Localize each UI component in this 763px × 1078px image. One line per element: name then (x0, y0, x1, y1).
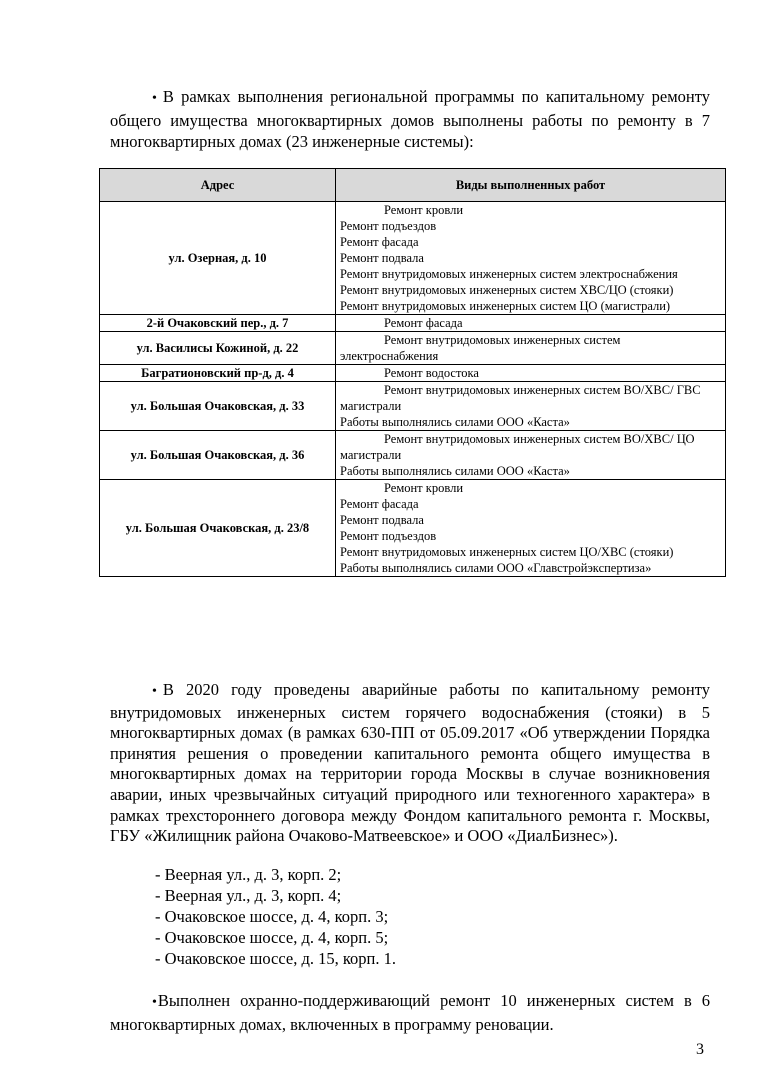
works-cell (336, 202, 726, 315)
work-item: Работы выполнялись силами ООО «Главстройэкспертиза» (340, 561, 652, 575)
address-cell: 2-й Очаковский пер., д. 7 (100, 315, 336, 332)
work-item: Ремонт подъездов (340, 529, 437, 543)
repair-works-table (99, 168, 726, 577)
table-row (100, 202, 726, 315)
work-item: Ремонт кровли (384, 481, 464, 495)
table-row (100, 382, 726, 431)
emergency-text: В 2020 году проведены аварийные работы по капитальному ремонту внутридомовых инженерных систем горячего водоснабжения (стояки) в 5 многоквартирных домах (в рамках 630-ПП от 05.09.2017 «Об утверждении Порядка принятия решения о проведении капитального ремонта общего имущества в многоквартирных домах на территории города Москвы в случае возникновения аварии, иных чрезвычайных ситуаций природного или техногенного характера» в рамках трехстороннего договора между Фондом капитального ремонта г. Москвы, ГБУ «Жилищник района Очаково-Матвеевское» и ООО «ДиалБизнес»). (110, 680, 710, 846)
table-row (100, 365, 726, 382)
work-item: Ремонт водостока (384, 366, 479, 380)
work-item: Ремонт внутридомовых инженерных систем ВО/ХВС/ ЦО магистрали (340, 432, 695, 462)
intro-text: В рамках выполнения региональной программы по капитальному ремонту общего имущества многоквартирных домов выполнены работы по ремонту в 7 многоквартирных домах (23 инженерные системы): (110, 87, 710, 151)
work-item: Ремонт внутридомовых инженерных систем ВО/ХВС/ ГВС магистрали (340, 383, 701, 413)
address-cell: ул. Большая Очаковская, д. 36 (100, 431, 336, 480)
work-item: Ремонт внутридомовых инженерных систем ЦО (магистрали) (340, 299, 671, 313)
works-cell (336, 382, 726, 431)
work-item: Ремонт фасада (384, 316, 463, 330)
column-header-address: Адрес (100, 169, 336, 202)
work-item: Ремонт фасада (340, 235, 419, 249)
table-header-row (100, 169, 726, 202)
list-item: - Очаковское шоссе, д. 4, корп. 3; (155, 907, 389, 926)
list-item: - Веерная ул., д. 3, корп. 2; (155, 865, 342, 884)
works-cell (336, 332, 726, 365)
work-item: Ремонт внутридомовых инженерных систем ХВС/ЦО (стояки) (340, 283, 674, 297)
work-item: Ремонт фасада (340, 497, 419, 511)
table-row (100, 332, 726, 365)
table-body (100, 202, 726, 577)
bullet-icon: • (152, 91, 157, 106)
works-cell (336, 480, 726, 577)
table-row (100, 315, 726, 332)
work-item: Ремонт подвала (340, 513, 424, 527)
list-item: - Веерная ул., д. 3, корп. 4; (155, 886, 342, 905)
emergency-address-list (155, 864, 396, 969)
emergency-paragraph (110, 680, 710, 847)
bullet-icon: • (152, 995, 157, 1010)
work-item: Ремонт подвала (340, 251, 424, 265)
works-cell (336, 431, 726, 480)
work-item: Ремонт подъездов (340, 219, 437, 233)
address-cell: ул. Озерная, д. 10 (100, 202, 336, 315)
address-cell: ул. Василисы Кожиной, д. 22 (100, 332, 336, 365)
address-cell: Багратионовский пр-д, д. 4 (100, 365, 336, 382)
work-item: Работы выполнялись силами ООО «Каста» (340, 464, 570, 478)
address-cell: ул. Большая Очаковская, д. 23/8 (100, 480, 336, 577)
work-item: Работы выполнялись силами ООО «Каста» (340, 415, 570, 429)
intro-paragraph (110, 86, 710, 153)
renovation-text: Выполнен охранно-поддерживающий ремонт 10 инженерных систем в 6 многоквартирных домах, включенных в программу реновации. (110, 991, 710, 1034)
column-header-works: Виды выполненных работ (336, 169, 726, 202)
list-item: - Очаковское шоссе, д. 4, корп. 5; (155, 928, 389, 947)
bullet-icon: • (152, 684, 157, 699)
work-item: Ремонт внутридомовых инженерных систем электроснабжения (340, 267, 678, 281)
table-row (100, 431, 726, 480)
work-item: Ремонт внутридомовых инженерных систем электроснабжения (340, 333, 621, 363)
page-number: 3 (696, 1041, 704, 1058)
work-item: Ремонт кровли (384, 203, 464, 217)
works-cell (336, 365, 726, 382)
work-item: Ремонт внутридомовых инженерных систем ЦО/ХВС (стояки) (340, 545, 674, 559)
works-cell (336, 315, 726, 332)
renovation-paragraph (110, 990, 710, 1035)
table-row (100, 480, 726, 577)
list-item: - Очаковское шоссе, д. 15, корп. 1. (155, 949, 396, 968)
address-cell: ул. Большая Очаковская, д. 33 (100, 382, 336, 431)
